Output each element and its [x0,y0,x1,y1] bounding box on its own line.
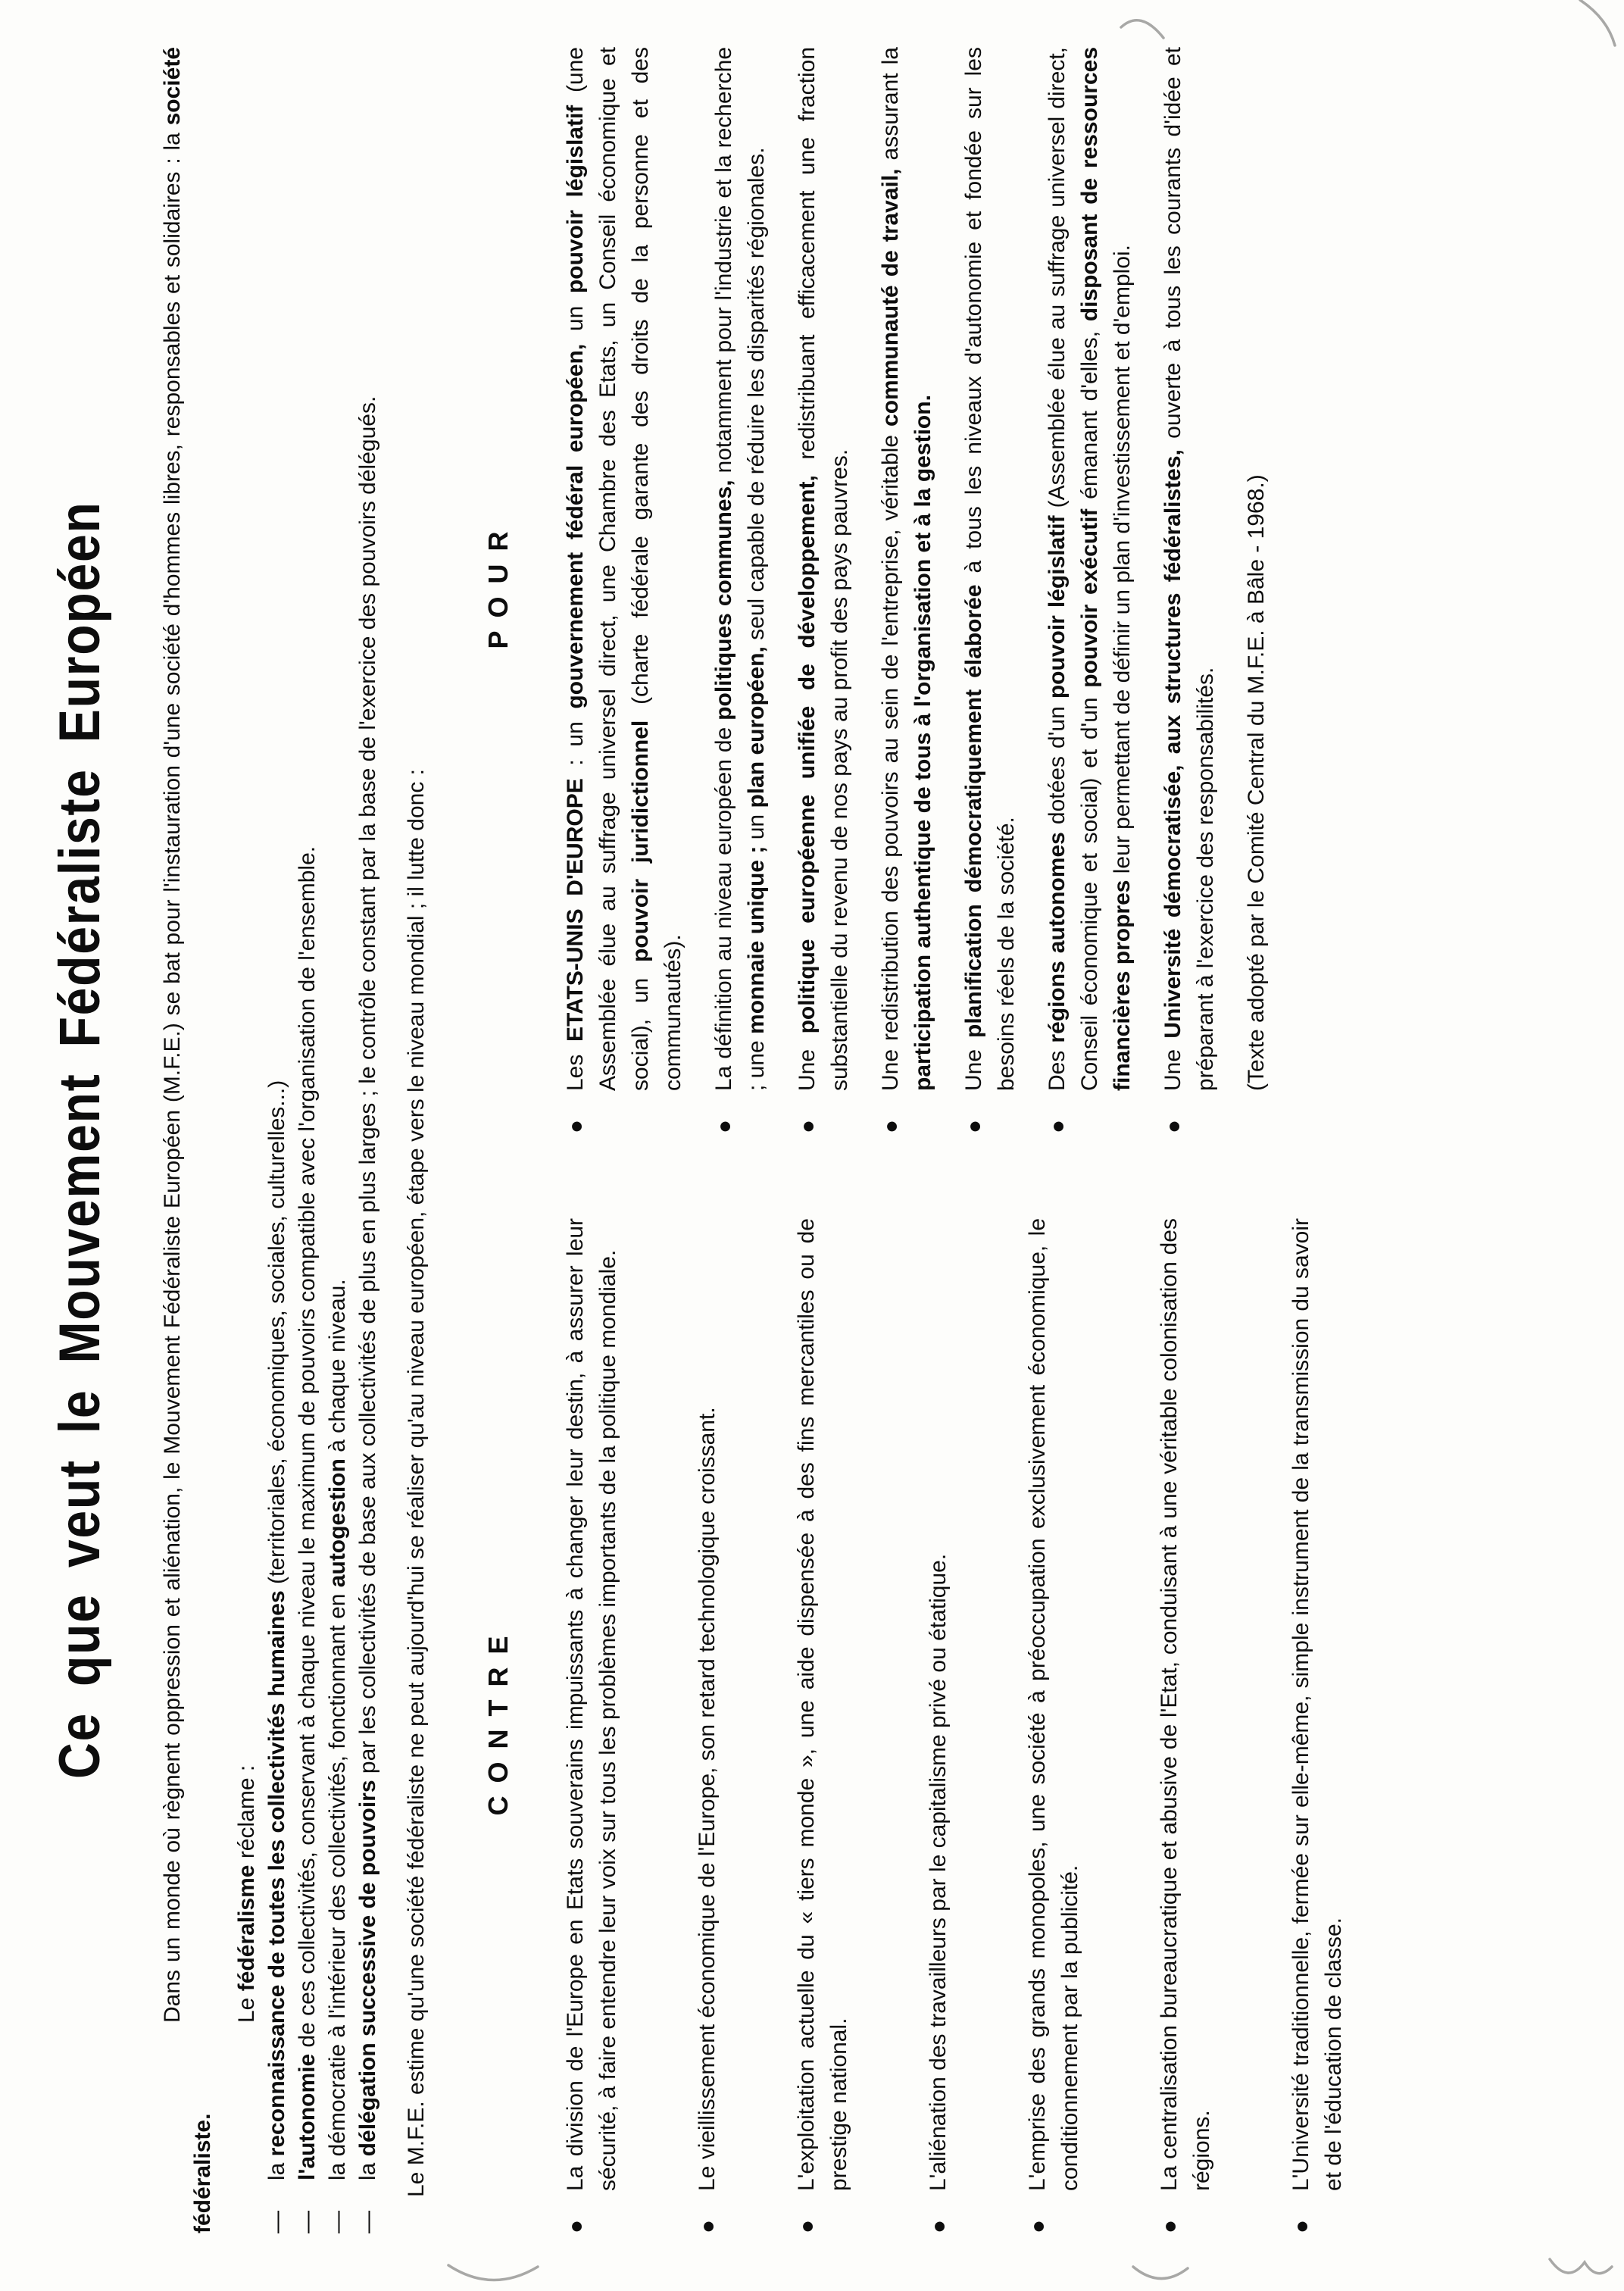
pour-item-text: Des régions autonomes dotées d'un pouvoir législatif (Assemblée élue au suffrage universel direct, Conseil économique et social) et d'un pouvoir exécutif émanant d'elles, disposant de ressources financières propres leur permettant de définir un plan d'investissement et d'emploi. [1045,46,1135,1091]
contre-item-text: L'emprise des grands monopoles, une société à préoccupation exclusivement économique, le conditionnement par la publicité. [1025,1218,1082,2191]
pour-item-text: Une redistribution des pouvoirs au sein de l'entreprise, véritable communauté de travail, assurant la participation authentique de tous à l'organisation et à la gestion. [878,47,935,1091]
bullet-icon: ● [712,1119,737,1133]
pour-item [559,47,689,1133]
pour-item [874,47,939,1133]
contre-item [691,1218,723,2233]
scan-mark [1574,0,1621,48]
contre-item [559,1218,624,2233]
dash-icon: — [355,2211,380,2233]
pour-item [791,47,856,1133]
contre-column [482,1218,1416,2233]
bullet-icon: ● [795,2219,820,2233]
pour-item-text: Une planification démocratiquement élaborée à tous les niveaux d'autonomie et fondée sur les besoins réels de la société. [961,47,1019,1091]
pour-column [482,47,1273,1133]
reclame-heading: Le fédéralisme réclame : [234,1764,259,2023]
intro-paragraph: Dans un monde où règnent oppression et aliénation, le Mouvement Fédéraliste Européen (M.F.E.) se bat pour l'instauration d'une société d'hommes libres, responsables et solidaires : la société fédéraliste. [160,47,215,2233]
bullet-icon: ● [695,2219,720,2233]
bullet-icon: ● [1026,2219,1051,2233]
contre-item [1153,1218,1218,2233]
contre-item-text: La centralisation bureaucratique et abusive de l'Etat, conduisant à une véritable colonisation des régions. [1157,1218,1214,2191]
reclame-item-text: la délégation successive de pouvoirs par les collectivités de base aux collectivités de plus en plus larges ; le contrôle constant par la base de l'exercice des pouvoirs délégués. [355,395,380,2180]
contre-list [559,1218,1350,2233]
pour-item-text: Une Université démocratisée, aux structures fédéralistes, ouverte à tous les courants d'idée et préparant à l'exercice des responsabilités. [1160,47,1218,1091]
dash-icon: — [264,2211,289,2233]
bullet-icon: ● [564,1119,589,1133]
bullet-icon: ● [1045,1119,1070,1133]
reclame-item [262,47,292,2233]
pour-item-text: La définition au niveau européen de politiques communes, notamment pour l'industrie et la recherche ; une monnaie unique ; un plan européen, seul capable de réduire les disparités régionales. [711,46,769,1091]
pour-list [559,47,1222,1133]
pour-heading: POUR [483,518,514,649]
bullet-icon: ● [879,1119,904,1133]
contre-item-text: La division de l'Europe en Etats souverains impuissants à changer leur destin, à assurer leur sécurité, à faire entendre leur voix sur tous les problèmes importants de la politique mondiale. [563,1218,620,2191]
pour-contre-columns [482,47,1416,2233]
pour-item [1041,47,1138,1133]
reclame-item [292,47,323,2233]
bullet-icon: ● [1157,2219,1182,2233]
pour-item [957,47,1023,1133]
scan-mark [1130,2255,1191,2291]
reclame-item-text: l'autonomie de ces collectivités, conservant à chaque niveau le maximum de pouvoirs compatible avec l'organisation de l'ensemble. [295,845,320,2180]
reclame-list [262,47,383,2233]
bullet-icon: ● [962,1119,987,1133]
contre-item-text: L'Université traditionnelle, fermée sur elle-même, simple instrument de la transmission du savoir et de l'éducation de classe. [1288,1218,1346,2191]
transition-paragraph: Le M.F.E. estime qu'une société fédéraliste ne peut aujourd'hui se réaliser qu'au niveau européen, étape vers le niveau mondial ; il lutte donc : [404,768,429,2197]
contre-item [1285,1218,1350,2233]
pour-item [707,47,773,1133]
reclame-item [353,47,383,2233]
pour-item-text: Les ETATS-UNIS D'EUROPE : un gouvernement fédéral européen, un pouvoir législatif (une Assemblée élue au suffrage universel direct, une Chambre des Etats, un Conseil économique et social), un pouvoir juridictionnel (charte fédérale garante des droits de la personne et des communautés). [563,47,686,1091]
page-title [42,47,118,2233]
dash-icon: — [295,2211,320,2233]
bullet-icon: ● [1161,1119,1186,1133]
contre-item [1021,1218,1086,2233]
pour-item [1157,47,1222,1133]
contre-item [922,1218,954,2233]
contre-item-text: Le vieillissement économique de l'Europe, son retard technologique croissant. [695,1407,720,2191]
contre-item-text: L'exploitation actuelle du « tiers monde », une aide dispensée à des fins mercantiles ou de prestige national. [794,1218,851,2191]
page-title-text: Ce que veut le Mouvement Fédéraliste Européen [48,501,112,1780]
pour-footnote: (Texte adopté par le Comité Central du M.F.E. à Bâle - 1968.) [1244,474,1269,1091]
reclame-item [323,47,353,2233]
bullet-icon: ● [795,1119,820,1133]
scan-mark [445,2253,541,2291]
contre-heading: CONTRE [483,1623,514,1816]
reclame-item-text: la reconnaissance de toutes les collectivités humaines (territoriales, économiques, sociales, culturelles...) [264,1080,289,2180]
scan-mark [1118,0,1168,42]
bullet-icon: ● [564,2219,589,2233]
contre-item [790,1218,855,2233]
reclame-item-text: la démocratie à l'intérieur des collectivités, fonctionnant en autogestion à chaque niveau. [325,1279,350,2180]
scan-mark [1545,2244,1615,2291]
pour-item-text: Une politique européenne unifiée de développement, redistribuant efficacement une fraction substantielle du revenu de nos pays au profit des pays pauvres. [795,46,852,1091]
contre-item-text: L'aliénation des travailleurs par le capitalisme privé ou étatique. [926,1553,951,2191]
bullet-icon: ● [1289,2219,1314,2233]
dash-icon: — [325,2211,350,2233]
bullet-icon: ● [926,2219,951,2233]
